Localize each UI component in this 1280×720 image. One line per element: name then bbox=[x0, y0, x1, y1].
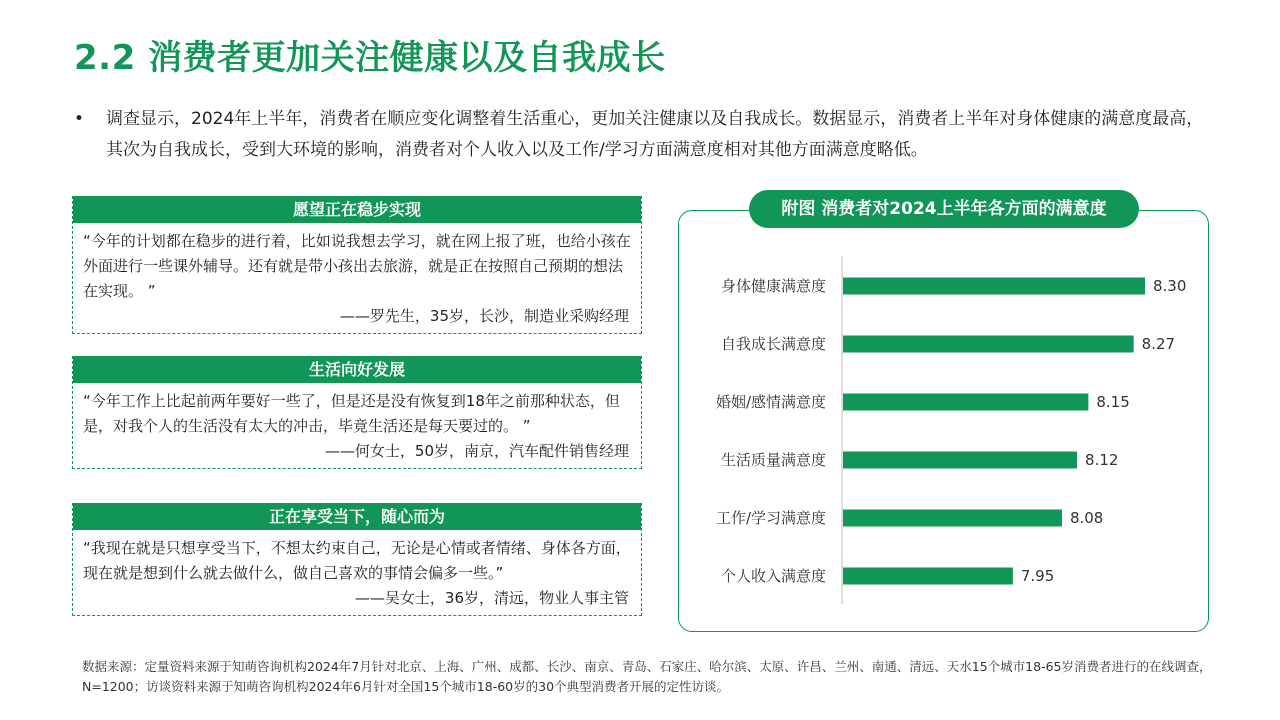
quote-signature: ——何女士，50岁，南京，汽车配件销售经理 bbox=[324, 442, 629, 460]
bar bbox=[843, 568, 1013, 585]
quote-header: 正在享受当下，随心而为 bbox=[73, 503, 641, 530]
intro-text: 调查显示，2024年上半年，消费者在顺应变化调整着生活重心，更加关注健康以及自我成长。数据显示，消费者上半年对身体健康的满意度最高，其次为自我成长，受到大环境的影响，消费者对个人收入以及工作/学习方面满意度相对其他方面满意度略低。 bbox=[106, 109, 1204, 160]
bar-value-label: 8.12 bbox=[1085, 451, 1119, 469]
quote-header: 愿望正在稳步实现 bbox=[73, 196, 641, 223]
page-title: 2.2 消费者更加关注健康以及自我成长 bbox=[74, 38, 666, 78]
quote-body bbox=[73, 530, 641, 615]
category-label: 工作/学习满意度 bbox=[715, 509, 826, 527]
category-label: 婚姻/感情满意度 bbox=[715, 393, 826, 411]
intro-paragraph bbox=[74, 104, 1214, 166]
bar-value-label: 8.30 bbox=[1153, 277, 1187, 295]
quote-body bbox=[73, 383, 641, 468]
chart-title: 附图 消费者对2024上半年各方面的满意度 bbox=[749, 190, 1139, 228]
quote-signature: ——吴女士，36岁，清远，物业人事主管 bbox=[354, 589, 629, 607]
quote-box-3 bbox=[72, 503, 642, 616]
quote-text: “我现在就是只想享受当下，不想太约束自己，无论是心情或者情绪、身体各方面，现在就是想到什么就去做什么，做自己喜欢的事情会偏多一些。” bbox=[83, 539, 631, 582]
category-label: 身体健康满意度 bbox=[720, 277, 826, 295]
quote-box-2 bbox=[72, 356, 642, 469]
category-label: 个人收入满意度 bbox=[720, 567, 826, 585]
category-label: 自我成长满意度 bbox=[720, 335, 826, 353]
quote-body bbox=[73, 223, 641, 333]
bar-value-label: 8.08 bbox=[1069, 509, 1104, 527]
quote-text: “今年的计划都在稳步的进行着，比如说我想去学习，就在网上报了班，也给小孩在外面进行一些课外辅导。还有就是带小孩出去旅游，就是正在按照自己预期的想法在实现。 ” bbox=[83, 232, 631, 300]
bar bbox=[843, 510, 1062, 527]
bar-value-label: 8.27 bbox=[1141, 335, 1176, 353]
quote-box-1 bbox=[72, 196, 642, 334]
quote-signature: ——罗先生，35岁，长沙，制造业采购经理 bbox=[339, 307, 629, 325]
data-source-note: 数据来源：定量资料来源于知萌咨询机构2024年7月针对北京、上海、广州、成都、长沙、南京、青岛、石家庄、哈尔滨、太原、许昌、兰州、南通、清远、天水15个城市18-65岁消费者进行的在线调查，N=1200；访谈资料来源于知萌咨询机构2024年6月针对全国15个城市18-60岁的30个典型消费者开展的定性访谈。 bbox=[82, 659, 1212, 694]
bullet-icon: • bbox=[74, 109, 85, 129]
bar bbox=[843, 278, 1145, 295]
quote-header: 生活向好发展 bbox=[73, 356, 641, 383]
bar bbox=[843, 394, 1088, 411]
bar-value-label: 7.95 bbox=[1020, 567, 1055, 585]
bar-chart bbox=[678, 210, 1209, 632]
quote-text: “今年工作上比起前两年要好一些了，但是还是没有恢复到18年之前那种状态，但是，对我个人的生活没有太大的冲击，毕竟生活还是每天要过的。 ” bbox=[83, 392, 620, 435]
category-label: 生活质量满意度 bbox=[720, 451, 826, 469]
bar-value-label: 8.15 bbox=[1096, 393, 1130, 411]
bar bbox=[843, 336, 1134, 353]
bar bbox=[843, 452, 1077, 469]
